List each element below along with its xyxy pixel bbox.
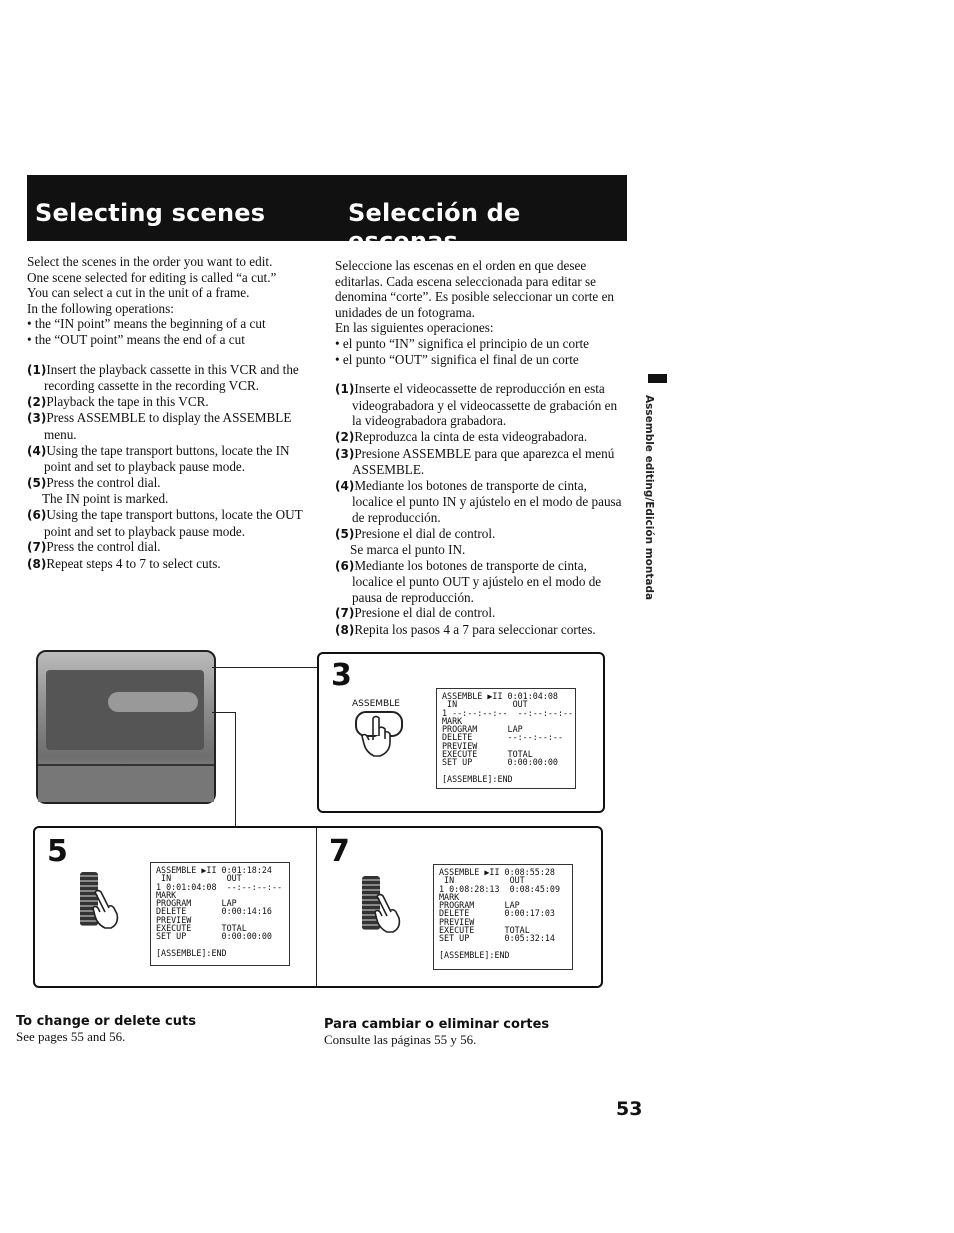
connector-line xyxy=(235,712,236,826)
step-item: (6)Mediante los botones de transporte de cinta, localice el punto OUT y ajústelo en el modo de pausa de reproducción. xyxy=(335,557,602,605)
step-item: (5)Presione el dial de control. xyxy=(335,525,496,541)
pointing-hand-icon xyxy=(87,886,127,932)
step-item: (7)Press the control dial. xyxy=(27,539,161,555)
assemble-menu-screen: ASSEMBLE ▶II 0:01:04:08 IN OUT 1 --:--:--:-- --:--:--:-- MARK PROGRAM LAP DELETE --:--:--:-- PREVIEW EXECUTE TOTAL SET UP 0:00:00:00 [ASSEMBLE]:END xyxy=(436,688,576,789)
step-item: (2)Playback the tape in this VCR. xyxy=(27,393,209,409)
step-item: (4)Using the tape transport buttons, locate the IN point and set to playback pause mode. xyxy=(27,442,290,475)
section-sidebar-label: Assemble editing/Edición montada xyxy=(643,395,655,601)
pointing-hand-icon xyxy=(361,714,397,760)
assemble-menu-screen: ASSEMBLE ▶II 0:08:55:28 IN OUT 1 0:08:28:13 0:08:45:09 MARK PROGRAM LAP DELETE 0:00:17:03 PREVIEW EXECUTE TOTAL SET UP 0:05:32:14 [ASSEMBLE]:END xyxy=(433,864,573,970)
connector-line xyxy=(212,712,236,713)
spanish-steps: (1)Inserte el videocassette de reproducción en esta videograbadora y el videocassette de grabación en la videograbadora grabadora. (2)Reproduzca la cinta de esta videograbadora. (3)Presione ASSEMBLE para que aparezca el menú ASSEMBLE. (4)Mediante los botones de transporte de cinta, localice el punto IN y ajústelo en el modo de pausa de reproducción. (5)Presione el dial de control. Se marca el punto IN. (6)Mediante los botones de transporte de cinta, localice el punto OUT y ajústelo en el modo de pausa de reproducción. (7)Presione el dial de control. (8)Repita los pasos 4 a 7 para seleccionar cortes. xyxy=(335,381,627,639)
english-intro: Select the scenes in the order you want to edit. One scene selected for editing is called “a cut.” You can select a cut in the unit of a frame. In the following operations: • the “IN point” means the beginning of a cut • the “OUT point” means the end of a cut xyxy=(27,254,277,347)
section-tab-marker xyxy=(648,374,667,383)
step-item: (3)Presione ASSEMBLE para que aparezca el menú ASSEMBLE. xyxy=(335,445,615,478)
step-number: 5 xyxy=(47,834,68,869)
title-banner xyxy=(27,175,627,255)
change-delete-section-es xyxy=(324,1017,549,1048)
pointing-hand-icon xyxy=(369,890,409,936)
step-item: (8)Repita los pasos 4 a 7 para seleccionar cortes. xyxy=(335,622,596,638)
section-text: Consulte las páginas 55 y 56. xyxy=(324,1032,477,1047)
connector-line xyxy=(212,667,320,668)
vcr-front xyxy=(38,764,214,802)
assemble-button-label: ASSEMBLE xyxy=(352,699,400,709)
step-number: 3 xyxy=(331,658,352,693)
step-item: (2)Reproduzca la cinta de esta videograbadora. xyxy=(335,428,588,444)
english-column xyxy=(27,254,319,572)
english-steps: (1)Insert the playback cassette in this VCR and the recording cassette in the recording VCR. (2)Playback the tape in this VCR. (3)Press ASSEMBLE to display the ASSEMBLE menu. (4)Using the tape transport buttons, locate the IN point and set to playback pause mode. (5)Press the control dial. The IN point is marked. (6)Using the tape transport buttons, locate the OUT point and set to playback pause mode. (7)Press the control dial. (8)Repeat steps 4 to 7 to select cuts. xyxy=(27,362,319,573)
step-number: 7 xyxy=(329,834,350,869)
panel-divider xyxy=(316,828,317,986)
title-spanish: Selección de escenas xyxy=(348,199,521,255)
change-delete-section-en xyxy=(16,1014,196,1045)
spanish-intro: Seleccione las escenas en el orden en que desee editarlas. Cada escena seleccionada para editar se denomina “corte”. Es posible seleccionar un corte en unidades de un fotograma. En las siguientes operaciones: • el punto “IN” significa el principio de un corte • el punto “OUT” significa el final de un corte xyxy=(335,258,615,367)
figure-step-3 xyxy=(317,652,605,813)
title-english: Selecting scenes xyxy=(35,199,266,227)
step-item: (1)Insert the playback cassette in this VCR and the recording cassette in the recording VCR. xyxy=(27,361,299,394)
step-item: (4)Mediante los botones de transporte de cinta, localice el punto IN y ajústelo en el modo de pausa de reproducción. xyxy=(335,477,622,525)
vcr-buttons xyxy=(108,692,198,712)
step-item: (5)Press the control dial. xyxy=(27,474,161,490)
step-item: (7)Presione el dial de control. xyxy=(335,605,496,621)
step-item: (3)Press ASSEMBLE to display the ASSEMBLE menu. xyxy=(27,410,292,442)
section-heading: To change or delete cuts xyxy=(16,1014,196,1029)
assemble-menu-screen: ASSEMBLE ▶II 0:01:18:24 IN OUT 1 0:01:04:08 --:--:--:-- MARK PROGRAM LAP DELETE 0:00:14:16 PREVIEW EXECUTE TOTAL SET UP 0:00:00:00 [ASSEMBLE]:END xyxy=(150,862,290,966)
section-heading: Para cambiar o eliminar cortes xyxy=(324,1017,550,1032)
step-item: (1)Inserte el videocassette de reproducción en esta videograbadora y el videocassette de grabación en la videograbadora grabadora. xyxy=(335,381,618,429)
step-item: (6)Using the tape transport buttons, locate the OUT point and set to playback pause mode. xyxy=(27,506,303,539)
section-text: See pages 55 and 56. xyxy=(16,1029,126,1044)
vcr-illustration xyxy=(36,650,216,804)
step-item: (8)Repeat steps 4 to 7 to select cuts. xyxy=(27,555,221,571)
spanish-column xyxy=(335,258,627,639)
figure-steps-5-7 xyxy=(33,826,603,988)
page-number: 53 xyxy=(616,1098,643,1120)
